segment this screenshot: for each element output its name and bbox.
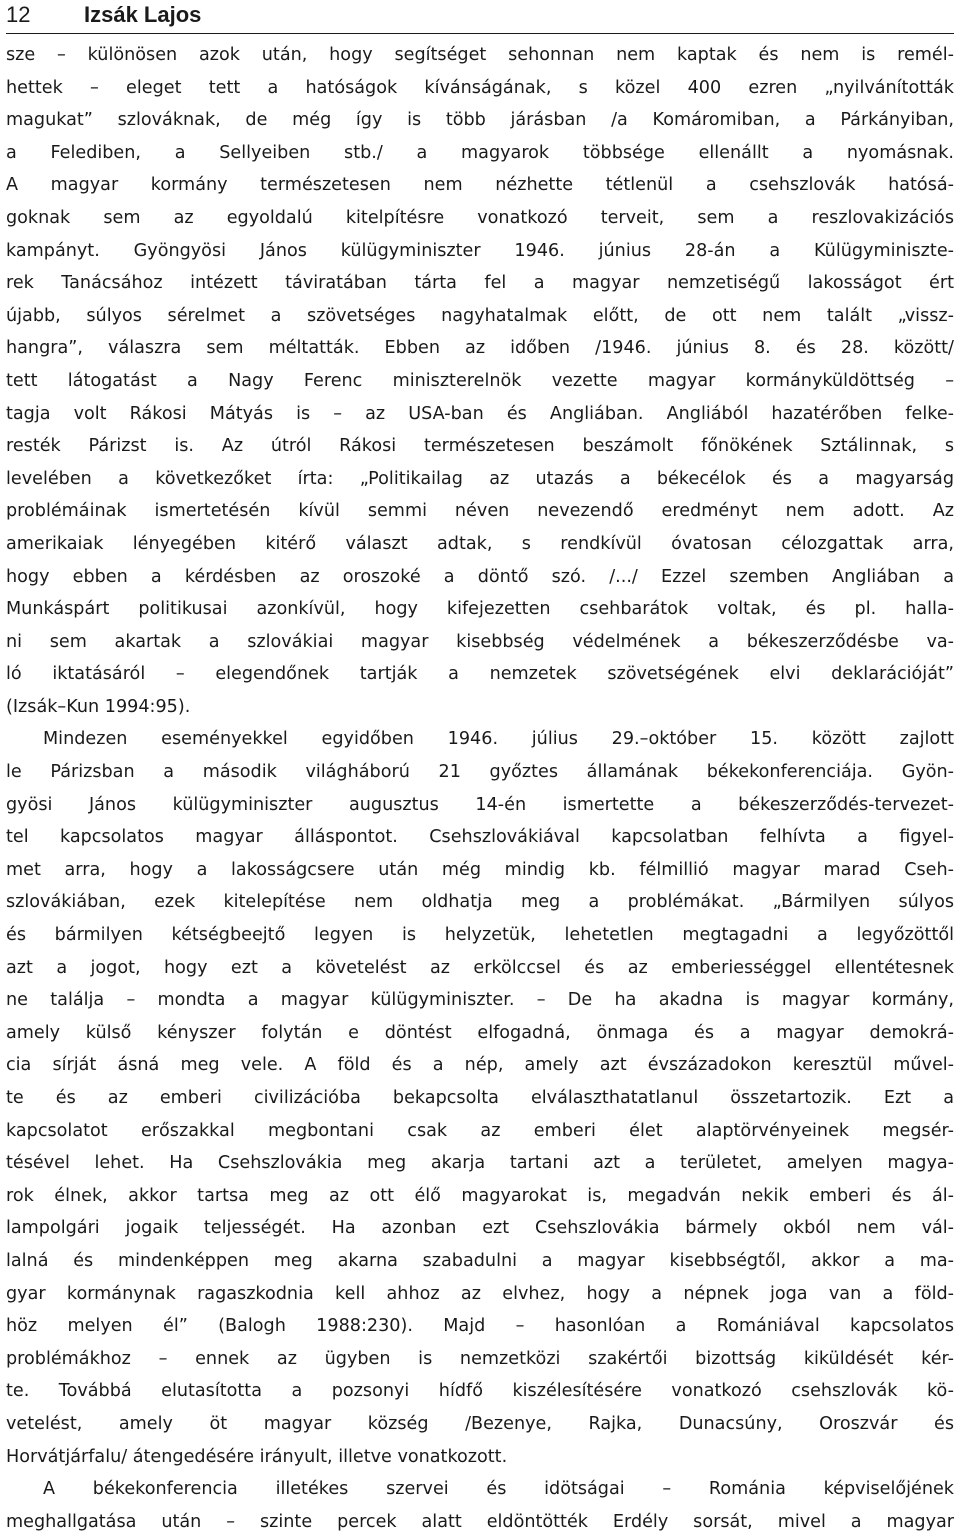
text-line: meghallgatása után – szinte percek alatt eldöntötték Erdély sorsát, mivel a magyar	[6, 1511, 954, 1532]
text-line: a Felediben, a Sellyeiben stb./ a magyarok többsége ellenállt a nyomásnak.	[6, 142, 954, 163]
text-line: resték Párizst is. Az útról Rákosi természetesen beszámolt főnökének Sztálinnak, s	[6, 436, 954, 457]
text-line: A békekonferencia illetékes szervei és idötságai – Románia képviselőjének	[43, 1479, 954, 1500]
text-line: Munkáspárt politikusai azonkívül, hogy kifejezetten csehbarátok voltak, és pl. halla-	[6, 599, 954, 620]
text-line: ló iktatásáról – elegendőnek tartják a nemzetek szövetségének elvi deklarációját”	[6, 664, 954, 685]
text-line: höz melyen él” (Balogh 1988:230). Majd – hasonlóan a Romániával kapcsolatos	[6, 1316, 954, 1337]
text-line: A magyar kormány természetesen nem nézhette tétlenül a csehszlovák hatósá-	[6, 175, 954, 196]
text-line: szlovákiában, ezek kitelepítése nem oldhatja meg a problémákat. „Bármilyen súlyos	[6, 892, 954, 913]
text-line: hettek – eleget tett a hatóságok kívánságának, s közel 400 ezren „nyilvánították	[6, 77, 954, 98]
text-line: lalná és mindenképpen meg akarna szabadulni a magyar kisebbségtől, akkor a ma-	[6, 1250, 954, 1271]
page-header	[6, 0, 954, 34]
text-line: sze – különösen azok után, hogy segítséget sehonnan nem kaptak és nem is remél-	[6, 45, 954, 65]
text-line: magukat” szlováknak, de még így is több járásban /a Komáromiban, a Párkányiban,	[6, 110, 954, 131]
paragraph	[6, 723, 954, 1473]
text-line: újabb, súlyos sérelmet a szövetséges nagyhatalmak előtt, de ott nem talált „vissz-	[6, 305, 954, 326]
text-line: ni sem akartak a szlovákiai magyar kisebbség védelmének a békeszerződésbe va-	[6, 631, 954, 652]
text-line: te és az emberi civilizációba bekapcsolta elválaszthatatlanul összetartozik. Ezt a	[6, 1088, 954, 1108]
text-line: tett látogatást a Nagy Ferenc miniszterelnök vezette magyar kormányküldöttség –	[6, 370, 954, 391]
text-line: vetelést, amely öt magyar község /Bezenye, Rajka, Dunacsúny, Oroszvár és	[6, 1413, 954, 1434]
text-line: tésével lehet. Ha Csehszlovákia meg akarja tartani azt a területet, amelyen magya-	[6, 1153, 954, 1174]
paragraph	[6, 39, 954, 723]
text-line: amerikaiak lényegében kitérő választ adtak, s rendkívül óvatosan célozgattak arra,	[6, 533, 954, 554]
text-line: és bármilyen kétségbeejtő legyen is helyzetük, lehetetlen megtagadni a legyőzöttől	[6, 925, 954, 946]
text-line: tel kapcsolatos magyar álláspontot. Csehszlovákiával kapcsolatban felhívta a figyel-	[6, 827, 954, 848]
text-line: hangra”, válaszra sem méltatták. Ebben az időben /1946. június 8. és 28. között/	[6, 338, 954, 359]
text-line: (Izsák–Kun 1994:95).	[6, 696, 191, 717]
text-line: rek Tanácsához intézett táviratában tárta fel a magyar nemzetiségű lakosságot ért	[6, 273, 954, 294]
text-line: te. Továbbá elutasította a pozsonyi hídfő kiszélesítésére vonatkozó csehszlovák kö-	[6, 1381, 954, 1402]
text-line: gyösi János külügyminiszter augusztus 14-én ismertette a békeszerződés-tervezet-	[6, 794, 954, 815]
running-title: Izsák Lajos	[84, 2, 202, 27]
text-line: kampányt. Gyöngyösi János külügyminiszter 1946. június 28-án a Külügyminiszte-	[6, 240, 954, 261]
text-line: met arra, hogy a lakosságcsere után még mindig kb. félmillió magyar marad Cseh-	[6, 859, 954, 880]
text-line: amely külső kényszer folytán e döntést elfogadná, önmaga és a magyar demokrá-	[6, 1022, 954, 1043]
text-line: kapcsolatot erőszakkal megbontani csak az emberi élet alaptörvényeinek megsér-	[6, 1120, 954, 1141]
text-line: lampolgári jogaik teljességét. Ha azonban ezt Csehszlovákia bármely okból nem vál-	[6, 1218, 954, 1239]
text-line: problémáinak ismertetésén kívül semmi néven nevezendő eredményt nem adott. Az	[6, 501, 954, 522]
body-text	[6, 39, 954, 1538]
text-line: cia sírját ásná meg vele. A föld és a nép, amely azt évszázadokon keresztül művel-	[6, 1055, 954, 1076]
text-line: gyar kormánynak ragaszkodnia kell ahhoz az elvhez, hogy a népnek joga van a föld-	[6, 1283, 954, 1304]
page-number: 12	[6, 2, 31, 27]
text-line: Mindezen eseményekkel egyidőben 1946. július 29.–október 15. között zajlott	[43, 729, 954, 750]
paragraph	[6, 1473, 954, 1538]
text-line: goknak sem az egyoldalú kitelpítésre vonatkozó terveit, sem a reszlovakizációs	[6, 207, 954, 228]
text-line: tagja volt Rákosi Mátyás is – az USA-ban és Angliában. Angliából hazatérőben felke-	[6, 403, 954, 424]
text-line: Horvátjárfalu/ átengedésére irányult, illetve vonatkozott.	[6, 1446, 508, 1467]
text-line: levelében a következőket írta: „Politikailag az utazás a békecélok és a magyarság	[6, 468, 954, 489]
text-line: problémákhoz – ennek az ügyben is nemzetközi szakértői bizottság kiküldését kér-	[6, 1348, 954, 1369]
text-line: azt a jogot, hogy ezt a követelést az erkölccsel és az emberiességgel ellentétesnek	[6, 957, 954, 978]
text-line: le Párizsban a második világháború 21 győztes államának békekonferenciája. Gyön-	[6, 762, 954, 783]
text-line: hogy ebben a kérdésben az oroszoké a döntő szó. /.../ Ezzel szemben Angliában a	[6, 566, 954, 587]
text-line: rok élnek, akkor tartsa meg az ott élő magyarokat is, megadván nekik emberi és ál-	[6, 1185, 954, 1206]
text-line: ne találja – mondta a magyar külügyminiszter. – De ha akadna is magyar kormány,	[6, 990, 954, 1011]
